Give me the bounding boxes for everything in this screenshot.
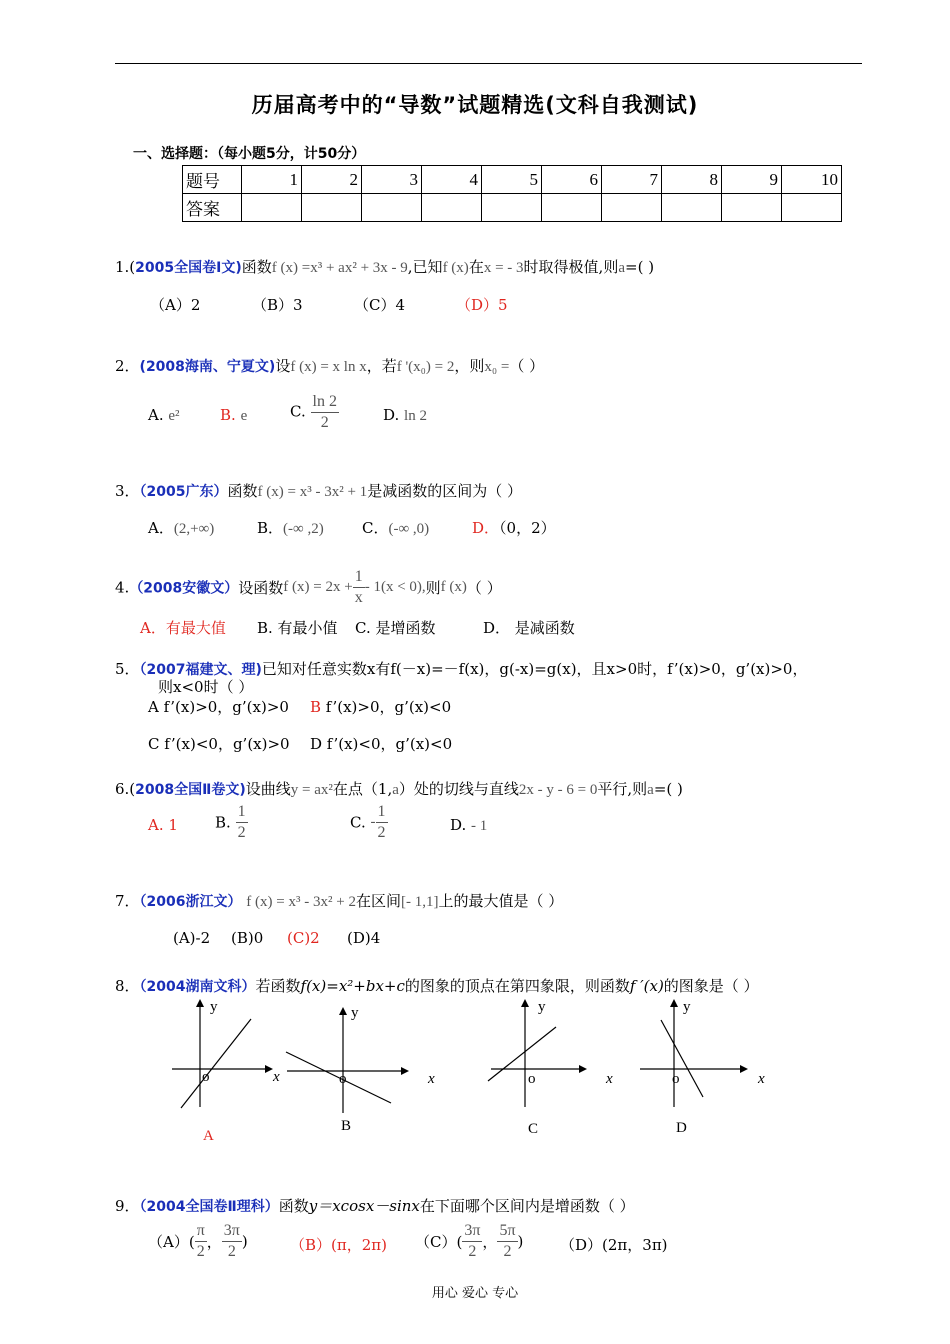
option-c[interactable]: C. - $\frac{1}{2}$ xyxy=(350,803,386,841)
option-d[interactable]: D．（0，2） xyxy=(472,519,556,537)
question-6: 6.(2008全国Ⅱ卷文)设曲线y = ax²在点（1,a）处的切线与直线2x - y - 6 = 0平行,则a=( ) xyxy=(115,780,683,798)
question-number: 3 xyxy=(362,166,422,194)
fraction: $\frac{3\pi}{2}$ xyxy=(223,1222,240,1260)
origin-label: o xyxy=(202,1069,210,1085)
option-d[interactable]: （D）(2π，3π) xyxy=(560,1236,668,1254)
graph-label: D xyxy=(676,1120,687,1136)
option-a[interactable]: A. e² xyxy=(148,406,180,424)
question-source: (2008海南、宁夏文) xyxy=(139,359,276,375)
formula: f(x)=x²+bx+c xyxy=(300,977,405,995)
question-4: 4.（2008安徽文）设函数f (x) = 2x + $\frac{1}{x}$ - 1(x < 0),则f (x)（ ） xyxy=(115,568,502,606)
y-axis-label: y xyxy=(351,1005,359,1021)
x-axis-label: x xyxy=(758,1071,765,1087)
row-label-answer: 答案 xyxy=(183,194,242,222)
question-number: 1 xyxy=(242,166,302,194)
option-a[interactable]: （A）( $\frac{\pi}{2}$ ， $\frac{3\pi}{2}$ ) xyxy=(148,1222,248,1260)
row-label-number: 题号 xyxy=(183,166,242,194)
x-axis-arrow xyxy=(740,1065,748,1073)
question-source: （2004全国卷Ⅱ理科） xyxy=(139,1199,279,1215)
question-number: 6 xyxy=(542,166,602,194)
question-source: （2004湖南文科） xyxy=(139,979,256,995)
y-axis-label: y xyxy=(683,999,691,1015)
option-c[interactable]: C. 是增函数 xyxy=(355,619,436,637)
question-7: 7．（2006浙江文） f (x) = x³ - 3x² + 2在区间[- 1,1]上的最大值是（ ） xyxy=(115,892,564,910)
fraction: $\frac{1}{2}$ xyxy=(377,803,386,841)
page-title: 历届高考中的“导数”试题精选(文科自我测试) xyxy=(251,93,699,117)
formula: y = ax² xyxy=(290,782,333,798)
option-a[interactable]: A. 1 xyxy=(148,816,178,834)
question-source: 2005全国卷Ⅰ文) xyxy=(135,260,242,276)
question-8: 8．（2004湖南文科）若函数f(x)=x²+bx+c的图象的顶点在第四象限，则函数f ′(x)的图象是（ ） xyxy=(115,977,759,995)
answer-cell[interactable] xyxy=(722,194,782,222)
option-b[interactable]: B. $\frac{1}{2}$ xyxy=(215,803,246,841)
answer-cell[interactable] xyxy=(542,194,602,222)
option-b[interactable]: (B)0 xyxy=(231,929,264,947)
derivative-line xyxy=(488,1027,556,1081)
graph-b[interactable] xyxy=(283,1003,443,1143)
option-d[interactable]: D. ln 2 xyxy=(383,406,427,424)
option-c[interactable]: (C)2 xyxy=(287,929,320,947)
y-axis-arrow xyxy=(339,1007,347,1015)
question-5: 5．（2007福建文、理)已知对任意实数x有f(－x)=－f(x)，g(-x)=g(x)，且x>0时，f’(x)>0，g’(x)>0， xyxy=(115,660,808,678)
option-b[interactable]: B. 有最小值 xyxy=(257,619,338,637)
option-a[interactable]: (A)-2 xyxy=(173,929,211,947)
graph-label: B xyxy=(341,1118,352,1134)
formula: f (x) = x³ - 3x² + 2 xyxy=(246,894,356,910)
question-5-continued: 则x<0时（ ） xyxy=(158,678,254,696)
x-axis-label: x xyxy=(428,1071,435,1087)
option-d[interactable]: (D)4 xyxy=(347,929,381,947)
y-axis-arrow xyxy=(670,999,678,1007)
answer-cell[interactable] xyxy=(602,194,662,222)
answer-cell[interactable] xyxy=(662,194,722,222)
option-d[interactable]: D． 是减函数 xyxy=(483,619,575,637)
answer-table xyxy=(182,165,842,222)
question-number: 7 xyxy=(602,166,662,194)
fraction: $\frac{\pi}{2}$ xyxy=(196,1222,205,1260)
graph-a[interactable] xyxy=(170,995,290,1145)
option-c[interactable]: C. $\frac{\ln 2}{2}$ xyxy=(290,393,337,431)
option-a[interactable]: A．(2,+∞) xyxy=(148,519,215,537)
formula: y＝xcosx－sinx xyxy=(308,1197,420,1215)
fraction: $\frac{3\pi}{2}$ xyxy=(464,1222,481,1260)
option-b[interactable]: （B）(π，2π) xyxy=(290,1236,387,1254)
x-axis-arrow xyxy=(265,1065,273,1073)
option-a[interactable]: （A）2 xyxy=(150,296,201,314)
answer-cell[interactable] xyxy=(362,194,422,222)
option-c[interactable]: C f’(x)<0，g’(x)>0 xyxy=(148,735,290,753)
answer-table-answer-row xyxy=(183,194,842,222)
question-1: 1.(2005全国卷Ⅰ文)函数f (x) =x³ + ax² + 3x - 9,已知f (x)在x = - 3时取得极值,则a=( ) xyxy=(115,258,655,276)
question-source: （2007福建文、理) xyxy=(139,662,262,678)
question-2: 2．(2008海南、宁夏文)设f (x) = x ln x，若f '(x₀) = 2，则x₀ =（ ） xyxy=(115,357,545,375)
formula: f (x) = 2x + xyxy=(283,579,353,595)
fraction: $\frac{\ln 2}{2}$ xyxy=(312,393,337,431)
question-3: 3．（2005广东）函数f (x) = x³ - 3x² + 1是减函数的区间为（ ） xyxy=(115,482,522,500)
graph-c[interactable] xyxy=(485,995,625,1145)
origin-label: o xyxy=(672,1071,680,1087)
option-c[interactable]: （C）( $\frac{3\pi}{2}$ ， $\frac{5\pi}{2}$ ) xyxy=(415,1222,524,1260)
y-axis-label: y xyxy=(538,999,546,1015)
answer-cell[interactable] xyxy=(302,194,362,222)
question-number: 4 xyxy=(422,166,482,194)
formula: f (x) = x ln x xyxy=(290,359,367,375)
option-a[interactable]: A．有最大值 xyxy=(140,619,226,637)
option-b[interactable]: B f’(x)>0，g’(x)<0 xyxy=(310,698,452,716)
option-d[interactable]: D. - 1 xyxy=(450,816,488,834)
page-footer: 用心 爱心 专心 xyxy=(431,1286,519,1301)
answer-cell[interactable] xyxy=(242,194,302,222)
question-number: 10 xyxy=(782,166,842,194)
option-d[interactable]: （D）5 xyxy=(456,296,508,314)
question-number: 5 xyxy=(482,166,542,194)
question-9: 9．（2004全国卷Ⅱ理科）函数y＝xcosx－sinx在下面哪个区间内是增函数（ ） xyxy=(115,1197,635,1215)
section-heading: 一、选择题：（每小题5分，计50分） xyxy=(133,146,366,162)
y-axis-arrow xyxy=(196,999,204,1007)
question-source: （2008安徽文） xyxy=(129,580,239,597)
fraction: $\frac{1}{2}$ xyxy=(237,803,246,841)
option-b[interactable]: B．(-∞ ,2) xyxy=(257,519,324,537)
answer-cell[interactable] xyxy=(482,194,542,222)
question-source: 2008全国Ⅱ卷文) xyxy=(135,782,246,798)
fraction: $\frac{1}{x}$ xyxy=(354,568,363,606)
derivative-line xyxy=(661,1020,703,1097)
graph-label: C xyxy=(528,1121,539,1137)
formula: f (x) =x³ + ax² + 3x - 9 xyxy=(271,260,408,276)
origin-label: o xyxy=(528,1071,536,1087)
x-axis-arrow xyxy=(401,1067,409,1075)
derivative-line xyxy=(181,1019,251,1108)
option-c[interactable]: （C）4 xyxy=(354,296,406,314)
formula: f (x) = x³ - 3x² + 1 xyxy=(257,484,368,500)
y-axis-arrow xyxy=(521,999,529,1007)
answer-cell[interactable] xyxy=(422,194,482,222)
answer-table-number-row xyxy=(183,166,842,194)
x-axis-arrow xyxy=(579,1065,587,1073)
question-source: （2006浙江文） xyxy=(139,894,242,910)
option-b[interactable]: （B）3 xyxy=(252,296,303,314)
option-c[interactable]: C．(-∞ ,0) xyxy=(362,519,430,537)
fraction: $\frac{5\pi}{2}$ xyxy=(499,1222,516,1260)
x-axis-label: x xyxy=(606,1071,613,1087)
option-b[interactable]: B. e xyxy=(220,406,248,424)
graph-label: A xyxy=(203,1128,214,1144)
option-a[interactable]: A f’(x)>0，g’(x)>0 xyxy=(148,698,289,716)
question-number: 2 xyxy=(302,166,362,194)
y-axis-label: y xyxy=(210,999,218,1015)
question-number: 8 xyxy=(662,166,722,194)
question-number: 9 xyxy=(722,166,782,194)
header-rule xyxy=(115,63,862,64)
graph-d[interactable] xyxy=(637,995,777,1145)
option-d[interactable]: D f’(x)<0，g’(x)<0 xyxy=(310,735,453,753)
origin-label: o xyxy=(339,1071,347,1087)
x-axis-label: x xyxy=(273,1069,280,1085)
question-source: （2005广东） xyxy=(139,484,228,500)
answer-cell[interactable] xyxy=(782,194,842,222)
